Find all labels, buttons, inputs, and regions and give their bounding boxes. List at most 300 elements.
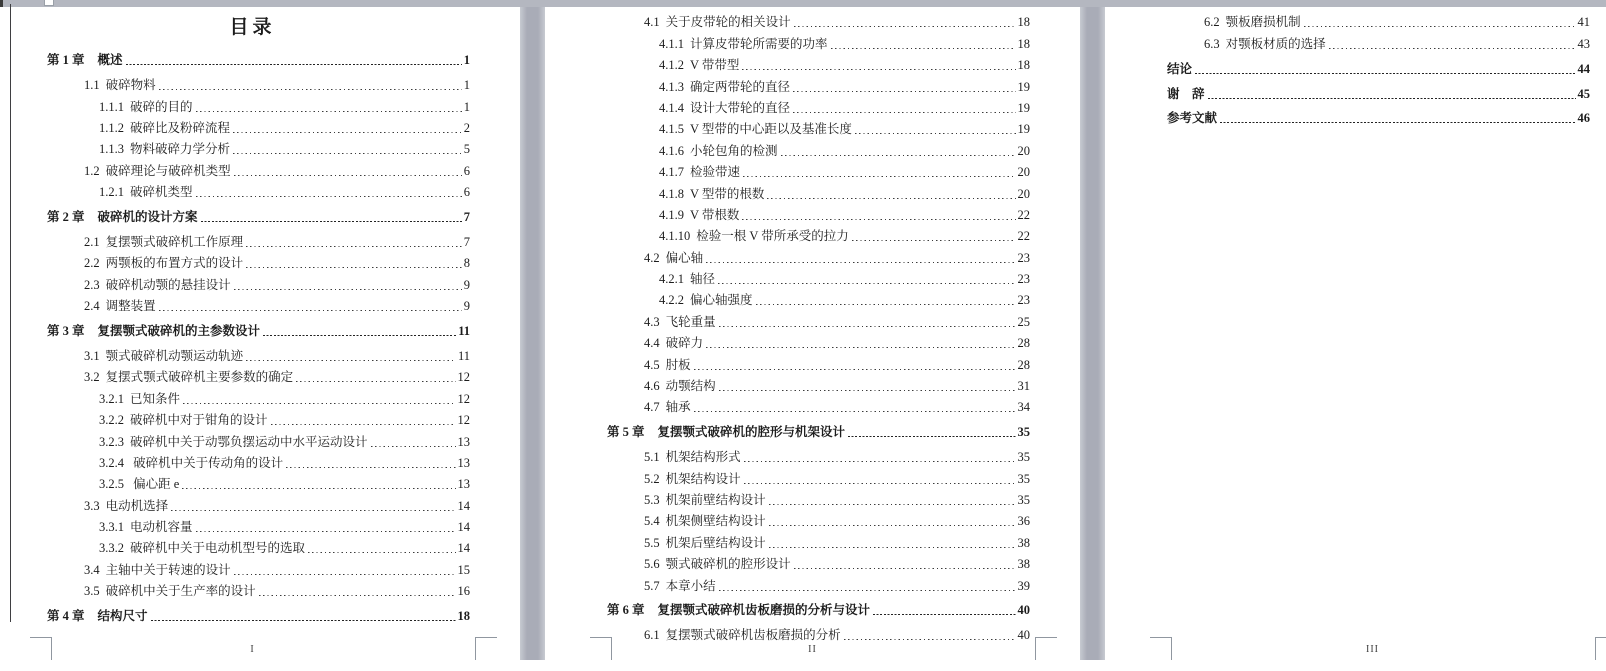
toc-chapter-row[interactable]	[1105, 106, 1606, 127]
dotted-leader	[694, 411, 1016, 412]
toc-entry-row[interactable]	[0, 251, 520, 272]
toc-entry-row[interactable]	[545, 74, 1080, 95]
dotted-leader	[196, 196, 462, 197]
text-boundary-line	[10, 4, 11, 622]
dotted-leader	[126, 64, 462, 65]
toc-entry-number: 5.3	[644, 492, 660, 507]
toc-entry-title: 机架后壁结构设计	[665, 535, 766, 550]
toc-entry-number: 4.6	[644, 379, 660, 394]
toc-entry-row[interactable]	[545, 288, 1080, 309]
page-number-footer: III	[1366, 644, 1379, 655]
toc-entry-number: 4.2.1	[659, 272, 684, 287]
toc-entry-pagenum: 19	[1017, 79, 1030, 94]
toc-entry-pagenum: 35	[1017, 450, 1030, 465]
toc-entry-number: 3.4	[84, 562, 100, 577]
dotted-leader	[719, 326, 1016, 327]
dotted-leader	[1304, 26, 1576, 27]
toc-entry-row[interactable]	[0, 344, 520, 365]
toc-entry-title: 两颚板的布置方式的设计	[105, 256, 244, 271]
toc-entry-number: 5.4	[644, 514, 660, 529]
toc-entry-row[interactable]	[545, 552, 1080, 573]
toc-entry-pagenum: 2	[463, 121, 470, 136]
toc-entry-title: 破碎机中关于生产率的设计	[105, 584, 256, 599]
toc-chapter-row[interactable]	[0, 319, 520, 340]
toc-entry-number: 1.1.2	[99, 121, 124, 136]
toc-entry-row[interactable]	[545, 203, 1080, 224]
toc-entry-pagenum: 1	[463, 78, 470, 93]
toc-entry-number: 2.4	[84, 299, 100, 314]
toc-entry-pagenum: 35	[1017, 425, 1030, 440]
toc-entry-title: 电动机选择	[105, 498, 169, 513]
toc-entry-row[interactable]	[545, 573, 1080, 594]
toc-chapter-row[interactable]	[545, 420, 1080, 441]
toc-entry-row[interactable]	[545, 623, 1080, 644]
toc-entry-number: 4.1.1	[659, 36, 684, 51]
toc-entry-title: 复摆颚式破碎机齿板磨损的分析	[665, 628, 841, 643]
dotted-leader	[844, 639, 1016, 640]
toc-entry-title: 肘板	[665, 357, 691, 372]
dotted-leader	[793, 91, 1015, 92]
toc-entry-pagenum: 13	[457, 455, 470, 470]
dotted-leader	[1208, 98, 1576, 99]
toc-entry-title: 破碎比及粉碎流程	[130, 121, 231, 136]
dotted-leader	[371, 446, 456, 447]
dotted-leader	[794, 568, 1016, 569]
toc-entry-pagenum: 18	[1017, 15, 1030, 30]
toc-entry-title: 机架前壁结构设计	[665, 492, 766, 507]
toc-entry-title: 轴径	[690, 272, 716, 287]
toc-entry-pagenum: 20	[1017, 186, 1030, 201]
toc-entry-pagenum: 34	[1017, 400, 1030, 415]
toc-entry-pagenum: 6	[463, 163, 470, 178]
toc-entry-row[interactable]	[0, 116, 520, 137]
toc-entry-row[interactable]	[545, 352, 1080, 373]
dotted-leader	[831, 48, 1016, 49]
dotted-leader	[769, 525, 1016, 526]
toc-entry-pagenum: 12	[457, 370, 470, 385]
page-3	[1105, 7, 1606, 671]
toc-entry-number: 4.1.2	[659, 58, 684, 73]
toc-entry-pagenum: 22	[1017, 229, 1030, 244]
toc-entry-number: 3.3.2	[99, 541, 124, 556]
toc-chapter-row[interactable]	[1105, 81, 1606, 102]
toc-entry-number: 3.3.1	[99, 520, 124, 535]
toc-entry-row[interactable]	[545, 395, 1080, 416]
toc-entry-pagenum: 25	[1017, 314, 1030, 329]
toc-entry-pagenum: 6	[463, 185, 470, 200]
toc-entry-number: 5.1	[644, 450, 660, 465]
dotted-leader	[246, 267, 462, 268]
dotted-leader	[794, 26, 1016, 27]
toc-chapter-row[interactable]	[0, 48, 520, 69]
toc-entry-number: 2.3	[84, 277, 100, 292]
toc-entry-pagenum: 11	[457, 348, 470, 363]
dotted-leader	[263, 335, 456, 336]
toc-entry-row[interactable]	[0, 386, 520, 407]
dotted-leader	[756, 304, 1016, 305]
toc-entry-title: 动颚结构	[665, 379, 716, 394]
dotted-leader	[308, 552, 455, 553]
dotted-leader	[246, 360, 456, 361]
toc-entry-row[interactable]	[545, 309, 1080, 330]
toc-entry-number: 5.7	[644, 578, 660, 593]
dotted-leader	[271, 424, 456, 425]
dotted-leader	[719, 390, 1016, 391]
toc-entry-number: 第 1 章	[47, 53, 85, 68]
dotted-leader	[1220, 122, 1575, 123]
dotted-leader	[201, 221, 462, 222]
toc-entry-title: 设计大带轮的直径	[690, 100, 791, 115]
toc-entry-row[interactable]	[1105, 10, 1606, 31]
dotted-leader	[718, 283, 1015, 284]
toc-entry-title: 机架结构设计	[665, 471, 741, 486]
toc-entry-row[interactable]	[545, 509, 1080, 530]
toc-entry-pagenum: 8	[463, 256, 470, 271]
toc-entry-pagenum: 38	[1017, 535, 1030, 550]
toc-entry-row[interactable]	[0, 158, 520, 179]
toc-entry-row[interactable]	[0, 180, 520, 201]
toc-entry-pagenum: 23	[1017, 250, 1030, 265]
toc-entry-row[interactable]	[0, 294, 520, 315]
toc-entry-number: 4.7	[644, 400, 660, 415]
toc-entry-row[interactable]	[0, 451, 520, 472]
toc-entry-row[interactable]	[545, 117, 1080, 138]
toc-entry-pagenum: 11	[458, 324, 470, 339]
toc-entry-number: 4.1.4	[659, 100, 684, 115]
toc-entry-row[interactable]	[545, 466, 1080, 487]
toc-entry-pagenum: 14	[457, 520, 470, 535]
toc-entry-pagenum: 18	[1017, 36, 1030, 51]
toc-entry-row[interactable]	[545, 181, 1080, 202]
dotted-leader	[159, 310, 462, 311]
toc-entry-pagenum: 15	[457, 562, 470, 577]
toc-entry-title: 结构尺寸	[97, 609, 148, 624]
toc-rows-page-1	[0, 48, 520, 625]
toc-entry-pagenum: 46	[1577, 111, 1590, 126]
dotted-leader	[694, 369, 1016, 370]
toc-entry-pagenum: 45	[1577, 86, 1590, 101]
toc-entry-pagenum: 23	[1017, 293, 1030, 308]
toc-entry-number: 5.2	[644, 471, 660, 486]
toc-entry-number: 4.2	[644, 250, 660, 265]
dotted-leader	[742, 69, 1015, 70]
dotted-leader	[1195, 73, 1575, 74]
toc-entry-title: 计算皮带轮所需要的功率	[690, 36, 828, 51]
toc-entry-title: 复摆颚式破碎机的主参数设计	[97, 324, 261, 339]
toc-entry-row[interactable]	[0, 137, 520, 158]
toc-entry-title: 关于皮带轮的相关设计	[665, 15, 791, 30]
dotted-leader	[744, 461, 1016, 462]
toc-entry-row[interactable]	[545, 138, 1080, 159]
toc-entry-pagenum: 22	[1017, 207, 1030, 222]
toc-entry-pagenum: 20	[1017, 143, 1030, 158]
toc-entry-number: 4.3	[644, 314, 660, 329]
toc-entry-pagenum: 7	[463, 235, 470, 250]
toc-entry-title: 偏心轴强度	[690, 293, 753, 308]
toc-entry-title: 飞轮重量	[665, 314, 716, 329]
toc-entry-number: 3.2	[84, 370, 100, 385]
toc-entry-row[interactable]	[545, 224, 1080, 245]
toc-entry-title: 复摆式颚式破碎机主要参数的确定	[105, 370, 294, 385]
toc-entry-row[interactable]	[0, 493, 520, 514]
page-number-footer: II	[808, 644, 817, 655]
dotted-leader	[706, 262, 1015, 263]
toc-entry-number: 1.1.3	[99, 142, 124, 157]
toc-rows-page-2	[545, 7, 1080, 644]
dotted-leader	[855, 133, 1016, 134]
toc-entry-number: 4.2.2	[659, 293, 684, 308]
dotted-leader	[233, 153, 462, 154]
toc-entry-row[interactable]	[545, 530, 1080, 551]
toc-entry-pagenum: 41	[1577, 15, 1590, 30]
toc-entry-pagenum: 35	[1017, 492, 1030, 507]
toc-entry-row[interactable]	[545, 160, 1080, 181]
toc-entry-title: V 带根数	[690, 207, 740, 222]
toc-entry-title: 破碎机的设计方案	[97, 210, 198, 225]
toc-entry-title: 电动机容量	[130, 520, 193, 535]
dotted-leader	[159, 89, 462, 90]
toc-entry-number: 4.1.9	[659, 207, 684, 222]
page-1	[0, 7, 520, 671]
toc-entry-number: 第 5 章	[607, 425, 645, 440]
toc-entry-title: 复摆颚式破碎机的腔形与机架设计	[657, 425, 846, 440]
toc-entry-number: 2.2	[84, 256, 100, 271]
toc-entry-number: 4.1.3	[659, 79, 684, 94]
toc-entry-pagenum: 16	[457, 584, 470, 599]
toc-entry-number: 2.1	[84, 235, 100, 250]
toc-entry-pagenum: 39	[1017, 578, 1030, 593]
toc-entry-row[interactable]	[0, 472, 520, 493]
toc-entry-pagenum: 18	[1017, 58, 1030, 73]
toc-entry-row[interactable]	[0, 365, 520, 386]
toc-entry-title: 破碎机类型	[130, 185, 193, 200]
toc-entry-pagenum: 12	[457, 391, 470, 406]
toc-entry-pagenum: 7	[463, 210, 470, 225]
toc-entry-row[interactable]	[0, 429, 520, 450]
toc-entry-pagenum: 36	[1017, 514, 1030, 529]
toc-entry-number: 4.1.7	[659, 165, 684, 180]
page-row-gap-top	[0, 0, 1606, 7]
toc-entry-number: 4.4	[644, 336, 660, 351]
toc-entry-title: 破碎理论与破碎机类型	[105, 163, 231, 178]
toc-entry-title: 破碎机中对于钳角的设计	[130, 413, 268, 428]
dotted-leader	[233, 132, 462, 133]
toc-entry-number: 3.2.3	[99, 434, 124, 449]
toc-entry-title: 破碎机中关于电动机型号的选取	[130, 541, 306, 556]
dotted-leader	[234, 574, 456, 575]
toc-chapter-row[interactable]	[0, 205, 520, 226]
toc-entry-title: 检验带速	[690, 165, 741, 180]
toc-entry-number: 4.1.6	[659, 143, 684, 158]
dotted-leader	[769, 504, 1016, 505]
dotted-leader	[706, 347, 1015, 348]
toc-entry-row[interactable]	[545, 445, 1080, 466]
toc-entry-number: 6.3	[1204, 36, 1220, 51]
toc-entry-row[interactable]	[545, 96, 1080, 117]
toc-entry-number: 4.1	[644, 15, 660, 30]
toc-entry-number: 4.5	[644, 357, 660, 372]
toc-entry-pagenum: 20	[1017, 165, 1030, 180]
toc-entry-pagenum: 19	[1017, 122, 1030, 137]
toc-rows-page-3	[1105, 7, 1606, 127]
toc-entry-number: 第 2 章	[47, 210, 85, 225]
toc-entry-title: 参考文献	[1167, 111, 1218, 126]
toc-entry-number: 3.5	[84, 584, 100, 599]
toc-entry-title: 偏心轴	[665, 250, 704, 265]
dotted-leader	[296, 381, 455, 382]
dotted-leader	[769, 547, 1016, 548]
toc-entry-pagenum: 9	[463, 299, 470, 314]
toc-entry-row[interactable]	[0, 408, 520, 429]
toc-entry-pagenum: 38	[1017, 557, 1030, 572]
toc-entry-title: 偏心距 e	[130, 477, 180, 492]
toc-entry-row[interactable]	[0, 557, 520, 578]
dotted-leader	[767, 198, 1015, 199]
page-2	[545, 7, 1080, 671]
toc-entry-pagenum: 23	[1017, 272, 1030, 287]
toc-entry-pagenum: 28	[1017, 336, 1030, 351]
toc-entry-number: 5.6	[644, 557, 660, 572]
toc-entry-number: 4.1.8	[659, 186, 684, 201]
dotted-leader	[151, 620, 456, 621]
toc-entry-pagenum: 14	[457, 541, 470, 556]
toc-entry-pagenum: 19	[1017, 100, 1030, 115]
page-number-footer: I	[250, 644, 255, 655]
toc-entry-row[interactable]	[0, 94, 520, 115]
toc-entry-row[interactable]	[545, 245, 1080, 266]
toc-entry-row[interactable]	[545, 31, 1080, 52]
dotted-leader	[719, 590, 1016, 591]
dotted-leader	[744, 483, 1016, 484]
toc-entry-title: 破碎机中关于传动角的设计	[130, 455, 284, 470]
toc-entry-pagenum: 5	[463, 142, 470, 157]
toc-entry-title: 机架侧壁结构设计	[665, 514, 766, 529]
toc-entry-number: 4.1.10	[659, 229, 691, 244]
toc-entry-pagenum: 1	[463, 99, 470, 114]
dotted-leader	[183, 403, 455, 404]
toc-entry-row[interactable]	[0, 272, 520, 293]
toc-entry-pagenum: 18	[457, 609, 470, 624]
toc-entry-title: 破碎物料	[105, 78, 156, 93]
toc-entry-pagenum: 28	[1017, 357, 1030, 372]
toc-entry-row[interactable]	[545, 10, 1080, 31]
toc-entry-title: 谢 辞	[1167, 86, 1205, 101]
toc-entry-number: 第 3 章	[47, 324, 85, 339]
toc-entry-row[interactable]	[545, 374, 1080, 395]
toc-entry-title: 物料破碎力学分析	[130, 142, 231, 157]
toc-entry-number: 3.2.2	[99, 413, 124, 428]
toc-entry-title: 破碎力	[665, 336, 704, 351]
toc-entry-title: 机架结构形式	[665, 450, 741, 465]
toc-entry-pagenum: 1	[463, 53, 470, 68]
toc-chapter-row[interactable]	[0, 604, 520, 625]
toc-entry-pagenum: 43	[1577, 36, 1590, 51]
toc-entry-title: 主轴中关于转速的设计	[105, 562, 231, 577]
dotted-leader	[286, 467, 455, 468]
toc-entry-row[interactable]	[545, 331, 1080, 352]
toc-entry-title: V 型带的中心距以及基准长度	[690, 122, 852, 137]
toc-entry-title: V 型带的根数	[690, 186, 765, 201]
toc-entry-row[interactable]	[0, 536, 520, 557]
toc-chapter-row[interactable]	[545, 598, 1080, 619]
toc-entry-pagenum: 14	[457, 498, 470, 513]
dotted-leader	[234, 289, 462, 290]
toc-entry-pagenum: 44	[1577, 61, 1590, 76]
toc-entry-row[interactable]	[545, 267, 1080, 288]
toc-chapter-row[interactable]	[1105, 56, 1606, 77]
toc-entry-pagenum: 40	[1017, 628, 1030, 643]
dotted-leader	[196, 531, 456, 532]
toc-entry-title: 颚板磨损机制	[1225, 15, 1301, 30]
toc-entry-row[interactable]	[0, 579, 520, 600]
toc-entry-title: 颚式破碎机的腔形设计	[665, 557, 791, 572]
toc-entry-row[interactable]	[545, 488, 1080, 509]
toc-entry-title: 结论	[1167, 61, 1193, 76]
toc-entry-number: 4.1.5	[659, 122, 684, 137]
toc-entry-row[interactable]	[545, 53, 1080, 74]
toc-entry-pagenum: 31	[1017, 379, 1030, 394]
toc-entry-title: 破碎机动颚的悬挂设计	[105, 277, 231, 292]
toc-entry-title: 复摆颚式破碎机工作原理	[105, 235, 244, 250]
dotted-leader	[852, 240, 1016, 241]
toc-entry-row[interactable]	[0, 515, 520, 536]
toc-entry-pagenum: 40	[1017, 603, 1030, 618]
scroll-handle[interactable]	[44, 0, 54, 6]
toc-entry-title: 概述	[97, 53, 123, 68]
toc-entry-number: 1.1	[84, 78, 100, 93]
toc-entry-row[interactable]	[0, 73, 520, 94]
dotted-leader	[259, 595, 456, 596]
toc-entry-title: 轴承	[665, 400, 691, 415]
toc-entry-number: 3.1	[84, 348, 100, 363]
toc-entry-number: 1.2.1	[99, 185, 124, 200]
toc-entry-title: 破碎机中关于动鄂负摆运动中水平运动设计	[130, 434, 368, 449]
toc-entry-title: 调整装置	[105, 299, 156, 314]
toc-entry-title: 颚式破碎机动颚运动轨迹	[105, 348, 244, 363]
toc-entry-title: 对颚板材质的选择	[1225, 36, 1326, 51]
toc-entry-pagenum: 13	[457, 434, 470, 449]
toc-entry-pagenum: 35	[1017, 471, 1030, 486]
dotted-leader	[171, 510, 455, 511]
toc-entry-row[interactable]	[1105, 31, 1606, 52]
toc-entry-number: 6.2	[1204, 15, 1220, 30]
dotted-leader	[743, 176, 1015, 177]
toc-entry-pagenum: 9	[463, 277, 470, 292]
dotted-leader	[793, 112, 1015, 113]
dotted-leader	[196, 111, 462, 112]
toc-entry-number: 第 6 章	[607, 603, 645, 618]
toc-entry-number: 1.1.1	[99, 99, 124, 114]
toc-entry-number: 3.3	[84, 498, 100, 513]
toc-entry-row[interactable]	[0, 230, 520, 251]
toc-entry-number: 3.2.4	[99, 455, 124, 470]
dotted-leader	[873, 614, 1015, 615]
toc-entry-number: 3.2.5	[99, 477, 124, 492]
toc-entry-title: 复摆颚式破碎机齿板磨损的分析与设计	[657, 603, 871, 618]
toc-entry-title: 已知条件	[130, 391, 181, 406]
dotted-leader	[246, 246, 462, 247]
toc-entry-title: 检验一根 V 带所承受的拉力	[696, 229, 849, 244]
toc-entry-number: 1.2	[84, 163, 100, 178]
dotted-leader	[1329, 48, 1576, 49]
toc-entry-number: 6.1	[644, 628, 660, 643]
dotted-leader	[182, 488, 455, 489]
toc-entry-title: 破碎的目的	[130, 99, 193, 114]
toc-entry-title: V 带带型	[690, 58, 740, 73]
page-gap-2	[1080, 7, 1105, 660]
dotted-leader	[234, 175, 462, 176]
toc-entry-title: 小轮包角的检测	[690, 143, 778, 158]
